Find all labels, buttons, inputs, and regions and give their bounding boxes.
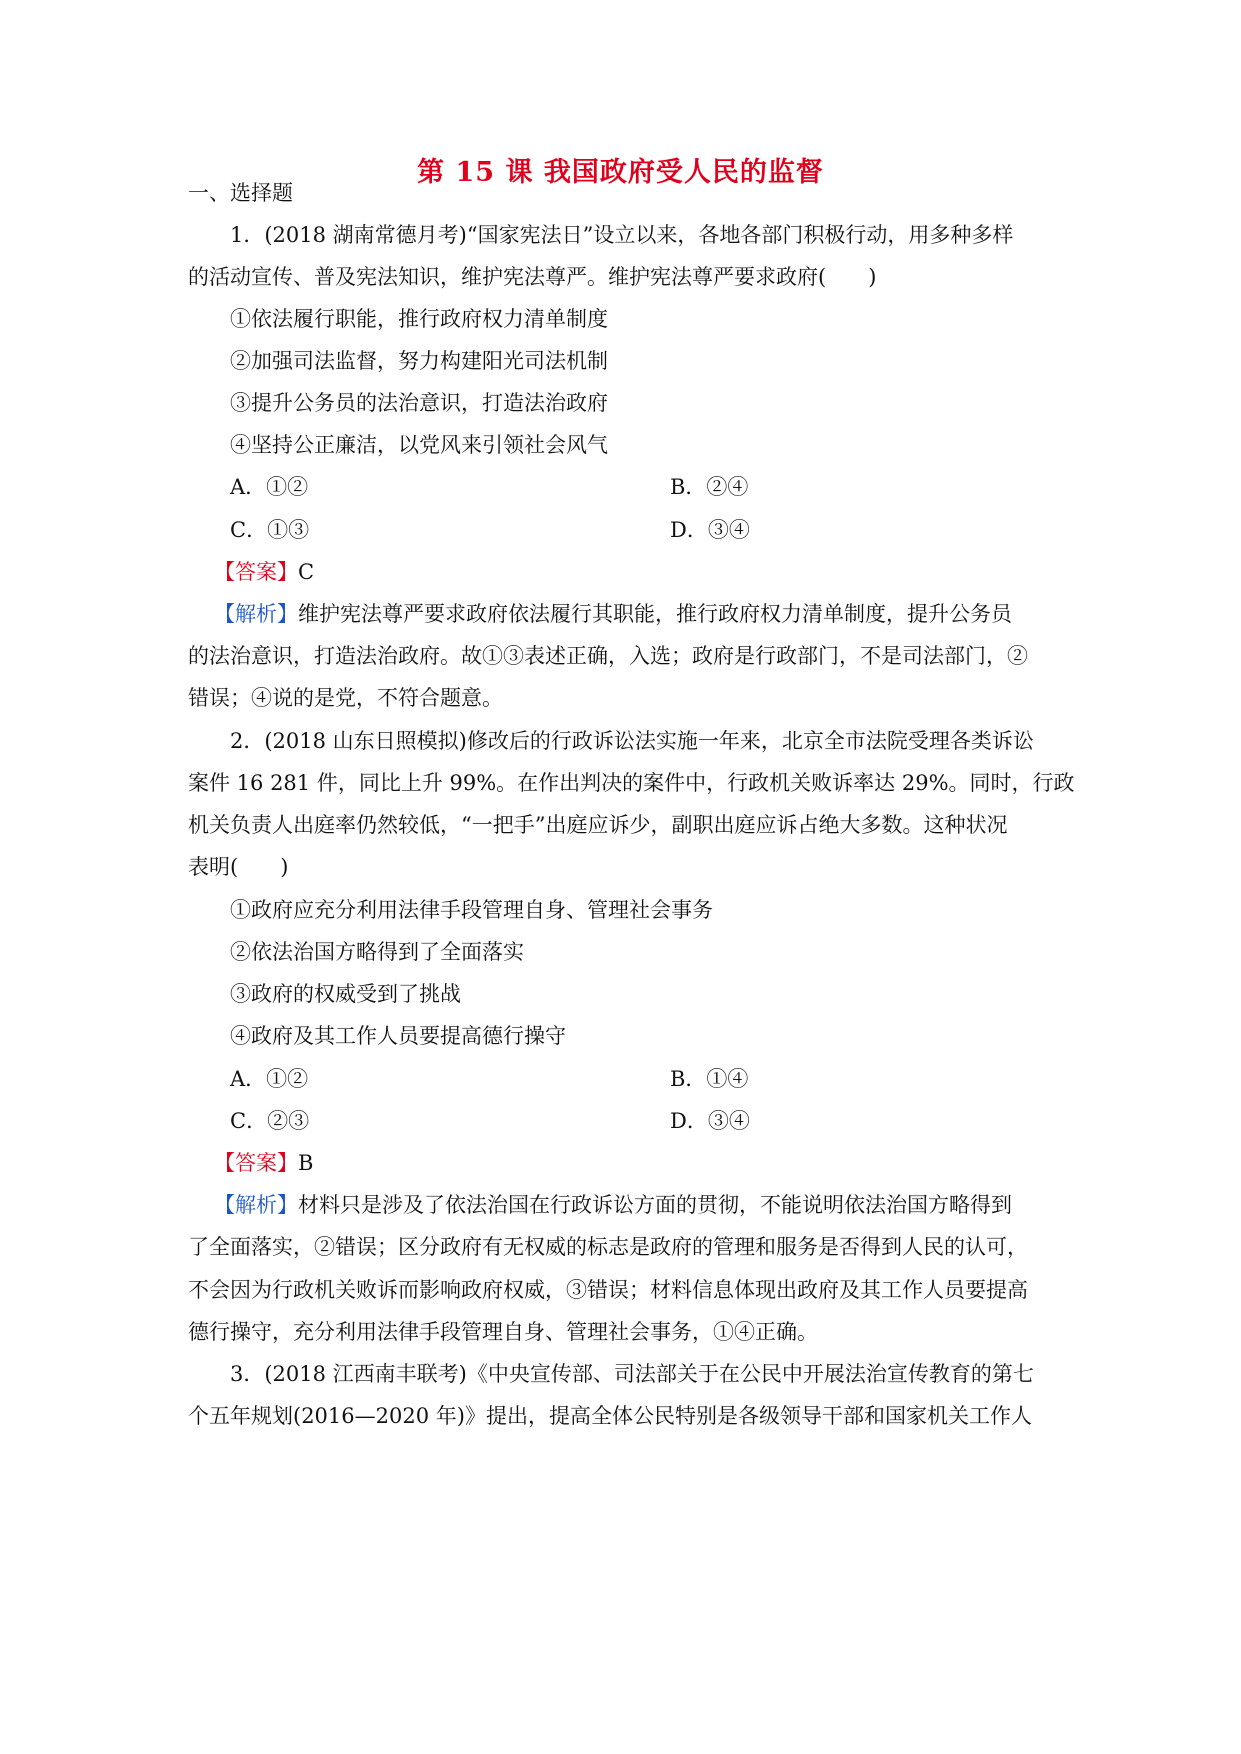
q2-item-2: ②依法治国方略得到了全面落实 — [230, 940, 524, 964]
q2-option-d: D．③④ — [670, 1109, 750, 1133]
q1-option-d: D．③④ — [670, 518, 750, 542]
q2-option-b: B．①④ — [670, 1067, 749, 1091]
q3-stem-line-2: 个五年规划(2016—2020 年)》提出，提高全体公民特别是各级领导干部和国家机关工作人 — [188, 1404, 1032, 1428]
q2-option-c: C．②③ — [230, 1109, 310, 1133]
q2-stem-line-1: 2．(2018 山东日照模拟)修改后的行政诉讼法实施一年来，北京全市法院受理各类诉讼 — [230, 729, 1034, 753]
q2-answer-label: 答案 — [235, 1151, 277, 1175]
q2-item-1: ①政府应充分利用法律手段管理自身、管理社会事务 — [230, 898, 713, 922]
q2-item-4: ④政府及其工作人员要提高德行操守 — [230, 1024, 566, 1048]
q1-answer-value: C — [298, 560, 315, 584]
q1-answer: 【答案】C — [214, 560, 315, 584]
q2-analysis-line-2: 了全面落实，②错误；区分政府有无权威的标志是政府的管理和服务是否得到人民的认可， — [188, 1235, 1028, 1259]
q2-analysis-line-4: 德行操守，充分利用法律手段管理自身、管理社会事务，①④正确。 — [188, 1320, 818, 1344]
section-heading: 一、选择题 — [188, 181, 293, 205]
q2-stem-line-3: 机关负责人出庭率仍然较低，“一把手”出庭应诉少，副职出庭应诉占绝大多数。这种状况 — [188, 813, 1008, 837]
q1-item-4: ④坚持公正廉洁，以党风来引领社会风气 — [230, 433, 608, 457]
q2-stem-line-2: 案件 16 281 件，同比上升 99%。在作出判决的案件中，行政机关败诉率达 29%。同时，行政 — [188, 771, 1075, 795]
q1-item-1: ①依法履行职能，推行政府权力清单制度 — [230, 307, 608, 331]
q2-answer: 【答案】B — [214, 1151, 314, 1175]
q1-answer-label: 答案 — [235, 560, 277, 584]
q1-stem-line-2: 的活动宣传、普及宪法知识，维护宪法尊严。维护宪法尊严要求政府( ) — [188, 265, 877, 289]
page-title: 第 15 课 我国政府受人民的监督 — [417, 157, 824, 188]
q1-analysis-line-2: 的法治意识，打造法治政府。故①③表述正确，入选；政府是行政部门，不是司法部门，② — [188, 644, 1028, 668]
q2-option-a: A．①② — [230, 1067, 309, 1091]
q1-analysis-line-1: 【解析】维护宪法尊严要求政府依法履行其职能，推行政府权力清单制度，提升公务员 — [214, 602, 1012, 626]
q2-analysis-line-3: 不会因为行政机关败诉而影响政府权威，③错误；材料信息体现出政府及其工作人员要提高 — [188, 1278, 1028, 1302]
q2-item-3: ③政府的权威受到了挑战 — [230, 982, 461, 1006]
q1-item-3: ③提升公务员的法治意识，打造法治政府 — [230, 391, 608, 415]
q3-stem-line-1: 3．(2018 江西南丰联考)《中央宣传部、司法部关于在公民中开展法治宣传教育的第七 — [230, 1362, 1034, 1386]
q2-analysis-label: 解析 — [235, 1193, 277, 1217]
q2-stem-line-4: 表明( ) — [188, 855, 289, 879]
q1-option-b: B．②④ — [670, 475, 749, 499]
q1-stem-line-1: 1．(2018 湖南常德月考)“国家宪法日”设立以来，各地各部门积极行动，用多种多样 — [230, 223, 1014, 247]
q1-analysis-text-1: 维护宪法尊严要求政府依法履行其职能，推行政府权力清单制度，提升公务员 — [298, 602, 1012, 626]
q2-analysis-text-1: 材料只是涉及了依法治国在行政诉讼方面的贯彻，不能说明依法治国方略得到 — [298, 1193, 1012, 1217]
q1-item-2: ②加强司法监督，努力构建阳光司法机制 — [230, 349, 608, 373]
q2-answer-value: B — [298, 1151, 314, 1175]
q1-option-a: A．①② — [230, 475, 309, 499]
q2-analysis-line-1: 【解析】材料只是涉及了依法治国在行政诉讼方面的贯彻，不能说明依法治国方略得到 — [214, 1193, 1012, 1217]
q1-analysis-label: 解析 — [235, 602, 277, 626]
q1-analysis-line-3: 错误；④说的是党，不符合题意。 — [188, 686, 503, 710]
q1-option-c: C．①③ — [230, 518, 310, 542]
